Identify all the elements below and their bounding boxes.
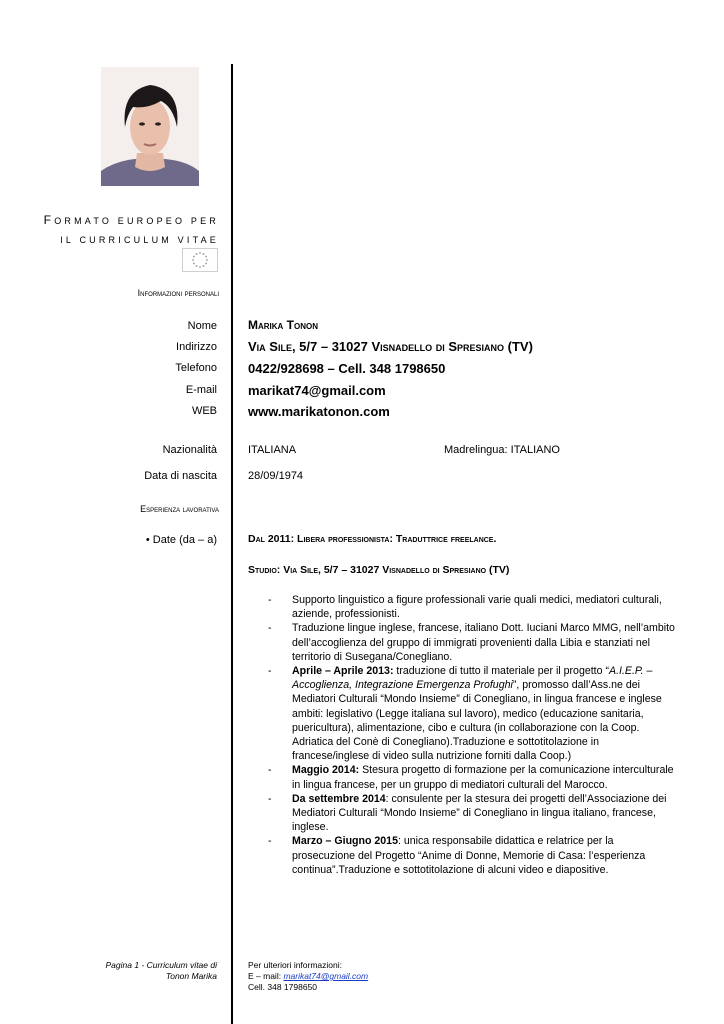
list-item: - Maggio 2014: Stesura progetto di formazione per la comunicazione interculturale in lingua francese, per un gruppo di mediatori culturali del Marocco. [268,764,674,791]
footer-email-link[interactable]: marikat74@gmail.com [283,971,369,981]
eu-flag-icon [182,248,218,272]
list-item: - Da settembre 2014: consulente per la stesura dei progetti dell’Associazione dei Mediatori Culturali “Mondo Insieme” di Conegliano in lingua italiano, francese, inglese. [268,792,667,834]
field-value-web[interactable]: www.marikatonon.com [248,404,390,419]
flag-star [203,253,205,255]
flag-star [199,266,201,268]
experience-studio-address: Studio: Via Sile, 5/7 – 31027 Visnadello di Spresiano (TV) [248,564,510,576]
flag-star [205,263,207,265]
field-value-address: Via Sile, 5/7 – 31027 Visnadello di Spresiano (TV) [248,339,533,354]
flag-star [196,265,198,267]
footer-page-line: Pagina 1 - Curriculum vitae di [105,960,217,970]
profile-photo [101,67,199,186]
field-value-email[interactable]: marikat74@gmail.com [248,383,386,398]
experience-bullet-list [268,593,678,877]
field-label-dates: • Date (da – a) [145,534,217,546]
field-label-phone: Telefono [175,362,217,374]
flag-star [203,265,205,267]
field-label-email: E-mail [185,384,217,396]
flag-star [193,263,195,265]
field-value-mother-tongue: Madrelingua: ITALIANO [444,444,560,456]
footer-phone-line: Cell. 348 1798650 [248,982,318,992]
footer-contact-info [248,960,368,993]
field-label-birth-date: Data di nascita [144,470,217,482]
field-value-name: Marika Tonon [248,318,318,332]
footer-email-line: E – mail: marikat74@gmail.com [248,971,369,981]
flag-star [192,259,194,261]
field-label-web: WEB [191,405,217,417]
flag-star [196,253,198,255]
experience-since-prefix: Dal 2011: Libera professionista: [248,533,393,545]
footer-info-heading: Per ulteriori informazioni: [248,960,343,970]
experience-since-role: Traduttrice freelance. [392,533,497,545]
cv-format-title-line1: FORMATO EUROPEO PER [43,213,219,227]
vertical-divider [231,64,233,1024]
list-item: - Supporto linguistico a figure professionali varie quali medici, mediatori culturali, aziende, professionisti. [268,594,662,621]
list-item: - Aprile – Aprile 2013: traduzione di tutto il materiale per il progetto “A.I.E.P. – Accoglienza, Integrazione Emergenza Profughi”, promosso dall’Ass.ne dei Mediatori Culturali “Mondo Insieme” di Conegliano, in lingua francese e inglese ambiti: legislativo (Legge italiana sul lavoro), medico (educazione sanitaria, puericultura), alimentazione, cibo e cultura (in collaborazione con la Coop. Adriatica del Conè di Conegliano).Traduzione e sottotitolazione in francese/inglese di video sulla nutrizione forniti dalla Coop.) [268,665,662,763]
flag-star [199,252,201,254]
field-label-name: Nome [187,320,217,332]
flag-star [205,256,207,258]
flag-star [206,259,208,261]
field-label-nationality: Nazionalità [162,444,217,456]
list-item: - Marzo – Giugno 2015: unica responsabile didattica e relatrice per la prosecuzione del Progetto “Anime di Donne, Memorie di Casa: l’esperienza continua”.Traduzione e sottotitolazione di alcuni video e diapositive. [268,835,646,876]
section-heading-work-experience: Esperienza lavorativa [140,504,219,514]
cv-format-title-line2: IL CURRICULUM VITAE [60,235,219,245]
field-value-phone: 0422/928698 – Cell. 348 1798650 [248,361,446,376]
field-label-address: Indirizzo [176,341,217,353]
field-value-birth-date: 28/09/1974 [248,470,304,482]
footer-page-info [106,960,218,982]
section-heading-personal-info: Informazioni personali [137,288,219,298]
footer-name-line: Tonon Marika [165,971,217,981]
experience-since-line [248,533,496,545]
field-value-nationality: ITALIANA [248,444,297,456]
list-item: - Traduzione lingue inglese, francese, italiano Dott. Iuciani Marco MMG, nell’ambito dell’accoglienza del gruppo di immigrati provenienti dalla Libia e stanziati nel territorio di Susegana/Conegliano. [268,622,675,663]
flag-star [193,256,195,258]
